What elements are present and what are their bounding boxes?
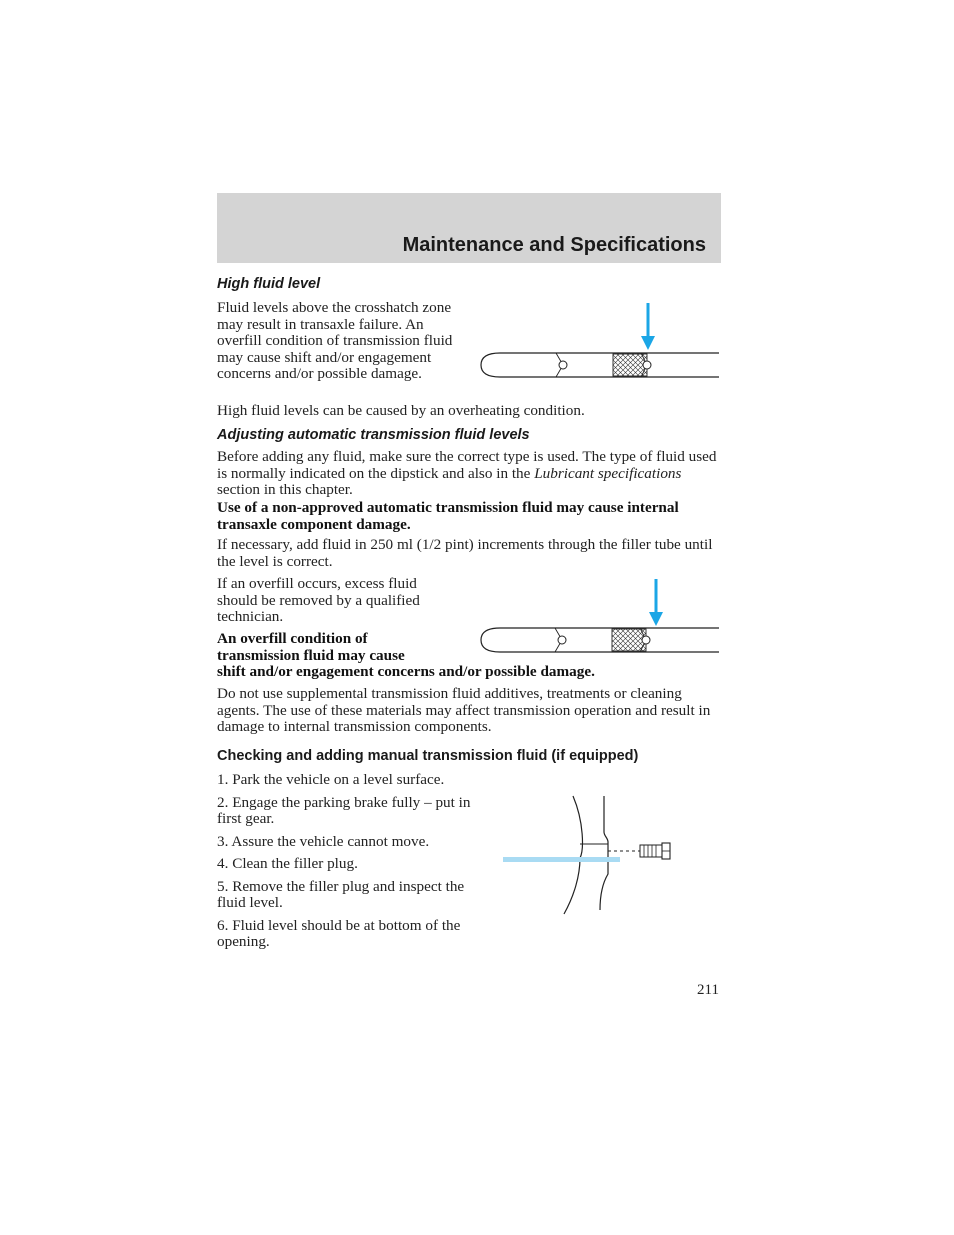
add-fluid-instruction: If necessary, add fluid in 250 ml (1/2 pint) increments through the filler tube until the level is correct. bbox=[217, 536, 713, 570]
intro-text-before: Before adding any fluid, make sure the correct type is used. The type of fluid used is normally indicated on the dipstick and also in the bbox=[217, 448, 717, 482]
manual-steps-list bbox=[217, 772, 475, 957]
overfill-warning-line-3: shift and/or engagement concerns and/or possible damage. bbox=[217, 663, 595, 680]
overheat-note: High fluid levels can be caused by an overheating condition. bbox=[217, 402, 585, 419]
manual-transmission-heading: Checking and adding manual transmission fluid (if equipped) bbox=[217, 748, 639, 764]
page-number: 211 bbox=[697, 982, 719, 998]
filler-plug-diagram-icon bbox=[500, 792, 680, 917]
adjusting-heading: Adjusting automatic transmission fluid levels bbox=[217, 427, 530, 443]
step-1: 1. Park the vehicle on a level surface. bbox=[217, 771, 445, 788]
step-5: 5. Remove the filler plug and inspect the fluid level. bbox=[217, 877, 465, 911]
non-approved-fluid-warning: Use of a non-approved automatic transmission fluid may cause internal transaxle component damage. bbox=[217, 499, 679, 533]
overfill-occurs-paragraph: If an overfill occurs, excess fluid should be removed by a qualified technician. bbox=[217, 575, 420, 625]
chapter-header-band bbox=[217, 193, 721, 263]
step-4: 4. Clean the filler plug. bbox=[217, 855, 358, 872]
adjusting-intro bbox=[217, 449, 721, 499]
overfill-warning bbox=[217, 631, 721, 681]
high-fluid-heading: High fluid level bbox=[217, 276, 321, 292]
step-6: 6. Fluid level should be at bottom of the opening. bbox=[217, 916, 461, 950]
additives-warning: Do not use supplemental transmission fluid additives, treatments or cleaning agents. The use of these materials may affect transmission operation and result in damage to internal transmission components. bbox=[217, 685, 711, 735]
high-fluid-paragraph: Fluid levels above the crosshatch zone may result in transaxle failure. An overfill condition of transmission fluid may cause shift and/or engagement concerns and/or possible damage. bbox=[217, 299, 453, 382]
lubricant-specifications-reference: Lubricant specifications bbox=[534, 464, 682, 482]
overfill-warning-line-1: An overfill condition of bbox=[217, 630, 368, 647]
step-3: 3. Assure the vehicle cannot move. bbox=[217, 832, 430, 850]
overfill-warning-line-2: transmission fluid may cause bbox=[217, 646, 405, 664]
step-2: 2. Engage the parking brake fully – put in first gear. bbox=[217, 793, 471, 827]
intro-text-after: section in this chapter. bbox=[217, 481, 353, 498]
chapter-title: Maintenance and Specifications bbox=[402, 234, 706, 256]
dipstick-high-level-icon bbox=[478, 300, 722, 382]
